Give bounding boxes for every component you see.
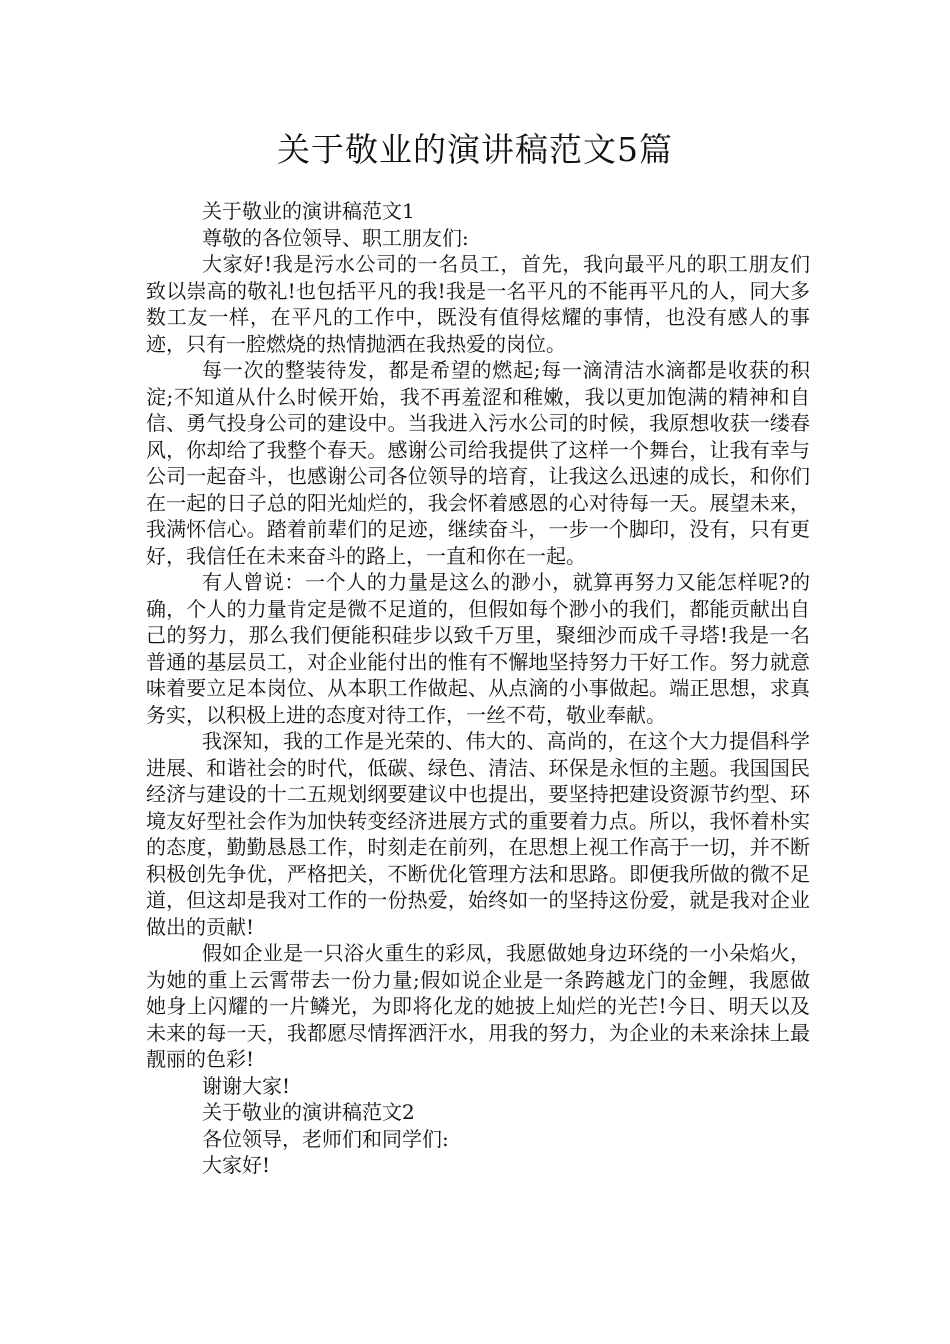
paragraph: 每一次的整装待发，都是希望的燃起;每一滴清洁水滴都是收获的积淀;不知道从什么时候开始，我不再羞涩和稚嫩，我以更加饱满的精神和自信、勇气投身公司的建设中。当我进入污水公司的时候，我原想收获一缕春风，你却给了我整个春天。感谢公司给我提供了这样一个舞台，让我有幸与公司一起奋斗，也感谢公司各位领导的培育，让我这么迅速的成长，和你们在一起的日子总的阳光灿烂的，我会怀着感恩的心对待每一天。展望未来，我满怀信心。踏着前辈们的足迹，继续奋斗，一步一个脚印，没有，只有更好，我信任在未来奋斗的路上，一直和你在一起。 <box>146 358 810 568</box>
paragraph: 大家好!我是污水公司的一名员工，首先，我向最平凡的职工朋友们致以崇高的敬礼!也包括平凡的我!我是一名平凡的不能再平凡的人，同大多数工友一样，在平凡的工作中，既没有值得炫耀的事情，也没有感人的事迹，只有一腔燃烧的热情抛洒在我热爱的岗位。 <box>146 252 810 356</box>
salutation: 尊敬的各位领导、职工朋友们: <box>202 225 469 250</box>
document-body <box>146 198 810 1179</box>
paragraph: 有人曾说：一个人的力量是这么的渺小，就算再努力又能怎样呢?的确，个人的力量肯定是微不足道的，但假如每个渺小的我们，都能贡献出自己的努力，那么我们便能积硅步以致千万里，聚细沙而成千寻塔!我是一名普通的基层员工，对企业能付出的惟有不懈地坚持努力干好工作。努力就意味着要立足本岗位、从本职工作做起、从点滴的小事做起。端正思想，求真务实，以积极上进的态度对待工作，一丝不苟，敬业奉献。 <box>146 570 810 727</box>
paragraph: 我深知，我的工作是光荣的、伟大的、高尚的，在这个大力提倡科学进展、和谐社会的时代，低碳、绿色、清洁、环保是永恒的主题。我国国民经济与建设的十二五规划纲要建议中也提出，要坚持把建设资源节约型、环境友好型社会作为加快转变经济进展方式的重要着力点。所以，我怀着朴实的态度，勤勤恳恳工作，时刻走在前列，在思想上视工作高于一切，并不断积极创先争优，严格把关，不断优化管理方法和思路。即便我所做的微不足道，但这却是我对工作的一份热爱，始终如一的坚持这份爱，就是我对企业做出的贡献! <box>146 729 810 939</box>
greeting-line: 大家好! <box>202 1153 271 1177</box>
paragraph: 假如企业是一只浴火重生的彩凤，我愿做她身边环绕的一小朵焰火，为她的重上云霄带去一份力量;假如说企业是一条跨越龙门的金鲤，我愿做她身上闪耀的一片鳞光，为即将化龙的她披上灿烂的光芒!今日、明天以及未来的每一天，我都愿尽情挥洒汗水，用我的努力，为企业的未来涂抹上最靓丽的色彩! <box>146 941 810 1071</box>
closing-line: 谢谢大家! <box>202 1073 291 1098</box>
salutation: 各位领导，老师们和同学们: <box>202 1126 449 1151</box>
section-heading: 关于敬业的演讲稿范文1 <box>202 199 415 223</box>
section-heading: 关于敬业的演讲稿范文2 <box>202 1100 415 1124</box>
document-title: 关于敬业的演讲稿范文5篇 <box>277 130 673 169</box>
